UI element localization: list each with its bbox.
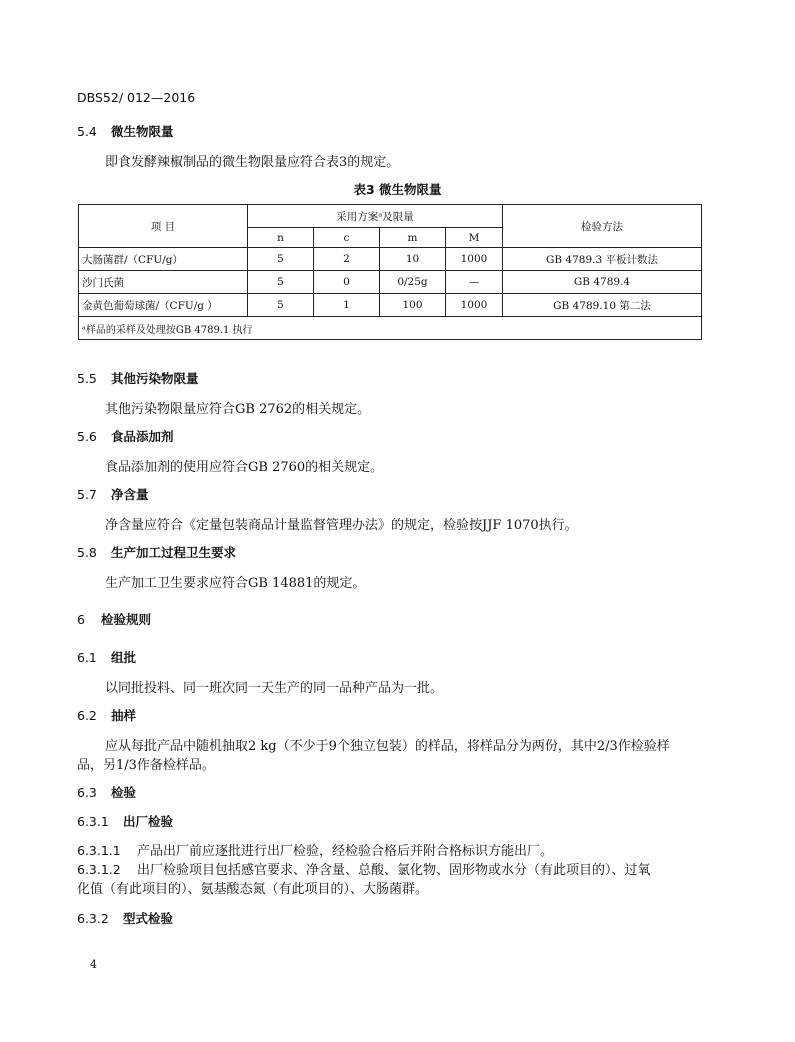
section-number: 6.3 [77, 785, 97, 800]
cell-M: 1000 [446, 248, 503, 271]
cell-method: GB 4789.10 第二法 [503, 294, 702, 317]
header-item: 项 目 [79, 205, 248, 248]
section-heading-5-8 [77, 543, 236, 561]
clause-text: 出厂检验项目包括感官要求、净含量、总酸、氯化物、固形物或水分（有此项目的）、过氧 [137, 863, 651, 878]
header-plan: 采用方案ᵃ及限量 [248, 205, 503, 228]
clause-6-3-1-2-line2: 化值（有此项目的）、氨基酸态氮（有此项目的）、大肠菌群。 [77, 882, 429, 897]
section-heading-5-6 [77, 427, 174, 445]
clause-6-3-1-1 [77, 840, 553, 859]
section-title: 型式检验 [123, 911, 174, 926]
section-title: 生产加工过程卫生要求 [111, 545, 237, 560]
section-heading-6-3 [77, 783, 136, 801]
header-method: 检验方法 [503, 205, 702, 248]
section-number: 6.3.1 [77, 814, 109, 829]
clause-text: 产品出厂前应逐批进行出厂检验，经检验合格后并附合格标识方能出厂。 [137, 844, 554, 859]
section-title: 抽样 [111, 708, 137, 723]
header-c: c [314, 228, 380, 248]
cell-item: 沙门氏菌 [79, 271, 248, 294]
page-number: 4 [90, 958, 97, 971]
paragraph-6-2-line1: 应从每批产品中随机抽取2 kg（不少于9个独立包装）的样品，将样品分为两份，其中2/3作检验样 [105, 739, 670, 754]
cell-item: 金黄色葡萄球菌/（CFU/g ） [79, 294, 248, 317]
paragraph-5-6: 食品添加剂的使用应符合GB 2760的相关规定。 [105, 460, 384, 475]
paragraph-5-4: 即食发酵辣椒制品的微生物限量应符合表3的规定。 [105, 155, 400, 170]
header-m: m [380, 228, 446, 248]
section-heading-6 [77, 610, 151, 628]
section-title: 食品添加剂 [111, 429, 174, 444]
microbial-limit-table [78, 204, 702, 340]
section-title: 其他污染物限量 [111, 371, 199, 386]
table-caption: 表3 微生物限量 [353, 182, 442, 197]
cell-m: 0/25g [380, 271, 446, 294]
table-row [79, 294, 702, 317]
section-number: 5.6 [77, 429, 97, 444]
cell-M: 1000 [446, 294, 503, 317]
cell-c: 0 [314, 271, 380, 294]
section-number: 6.1 [77, 650, 97, 665]
section-number: 6.2 [77, 708, 97, 723]
section-number: 5.8 [77, 545, 97, 560]
cell-item: 大肠菌群/（CFU/g） [79, 248, 248, 271]
cell-n: 5 [248, 248, 314, 271]
section-heading-5-4 [77, 122, 174, 140]
cell-m: 100 [380, 294, 446, 317]
table-row [79, 248, 702, 271]
section-title: 出厂检验 [123, 814, 174, 829]
paragraph-6-2-line2: 品，另1/3作备检样品。 [77, 758, 215, 773]
clause-number: 6.3.1.1 [77, 843, 121, 858]
section-title: 组批 [111, 650, 137, 665]
paragraph-6-1: 以同批投料、同一班次同一天生产的同一品种产品为一批。 [105, 681, 444, 696]
table-row [79, 271, 702, 294]
section-number: 6.3.2 [77, 911, 109, 926]
section-number: 6 [77, 612, 85, 627]
cell-method: GB 4789.3 平板计数法 [503, 248, 702, 271]
header-n: n [248, 228, 314, 248]
section-number: 5.5 [77, 371, 97, 386]
cell-method: GB 4789.4 [503, 271, 702, 294]
section-title: 检验 [111, 785, 137, 800]
section-title: 检验规则 [101, 612, 152, 627]
cell-n: 5 [248, 294, 314, 317]
section-heading-6-1 [77, 648, 136, 666]
section-heading-6-3-1 [77, 812, 173, 830]
header-M: M [446, 228, 503, 248]
paragraph-5-7: 净含量应符合《定量包装商品计量监督管理办法》的规定，检验按JJF 1070执行。 [105, 518, 578, 533]
cell-c: 1 [314, 294, 380, 317]
cell-c: 2 [314, 248, 380, 271]
section-heading-5-7 [77, 485, 149, 503]
section-number: 5.4 [77, 124, 97, 139]
section-heading-6-3-2 [77, 909, 173, 927]
section-title: 净含量 [111, 487, 149, 502]
cell-M: — [446, 271, 503, 294]
section-title: 微生物限量 [111, 124, 174, 139]
clause-6-3-1-2 [77, 859, 651, 878]
section-number: 5.7 [77, 487, 97, 502]
clause-number: 6.3.1.2 [77, 862, 121, 877]
cell-n: 5 [248, 271, 314, 294]
section-heading-5-5 [77, 369, 199, 387]
document-code: DBS52/ 012—2016 [77, 90, 196, 105]
section-heading-6-2 [77, 706, 136, 724]
table-footnote: ᵃ样品的采样及处理按GB 4789.1 执行 [79, 317, 702, 340]
paragraph-5-8: 生产加工卫生要求应符合GB 14881的规定。 [105, 576, 366, 591]
cell-m: 10 [380, 248, 446, 271]
paragraph-5-5: 其他污染物限量应符合GB 2762的相关规定。 [105, 402, 371, 417]
